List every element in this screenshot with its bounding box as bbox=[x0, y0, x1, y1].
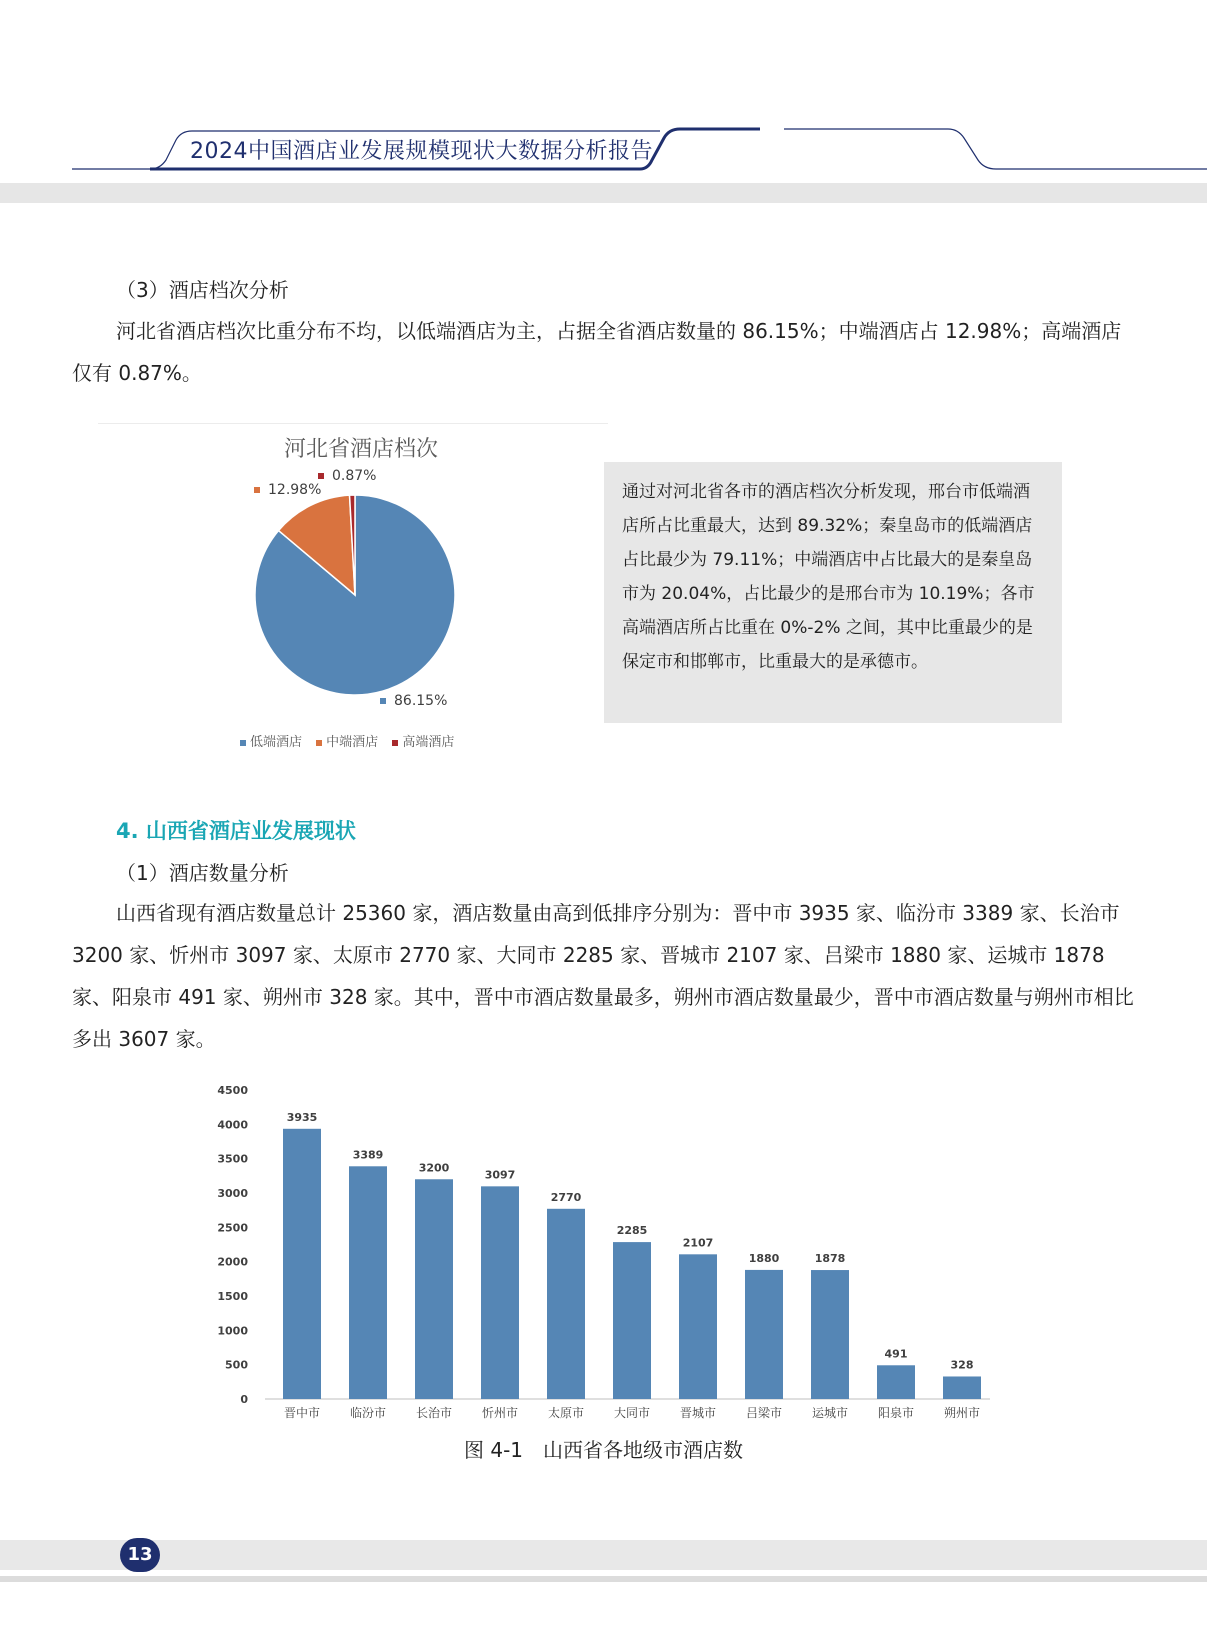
bar bbox=[547, 1209, 585, 1399]
bar bbox=[745, 1270, 783, 1399]
bar-data-label: 491 bbox=[884, 1347, 908, 1361]
y-tick-label: 0 bbox=[240, 1393, 248, 1406]
footer-band bbox=[0, 1540, 1207, 1570]
bar bbox=[613, 1242, 651, 1399]
pie-chart bbox=[240, 480, 470, 710]
legend-item-mid: 中端酒店 bbox=[316, 731, 378, 750]
bar bbox=[679, 1254, 717, 1399]
bar-data-label: 3200 bbox=[418, 1161, 450, 1175]
x-tick-label: 太原市 bbox=[547, 1406, 585, 1420]
legend-item-high: 高端酒店 bbox=[392, 731, 454, 750]
analysis-note-box: 通过对河北省各市的酒店档次分析发现，邢台市低端酒店所占比重最大，达到 89.32%；秦皇岛市的低端酒店占比最少为 79.11%；中端酒店中占比最大的是秦皇岛市为 20.04%，占比最少的是邢台市为 10.19%；各市高端酒店所占比重在 0%-2% 之间，其中比重最少的是保定市和邯郸市，比重最大的是承德市。 bbox=[604, 462, 1062, 723]
bar bbox=[349, 1166, 387, 1399]
bar-data-label: 3935 bbox=[286, 1110, 318, 1124]
bar-data-label: 2107 bbox=[682, 1236, 714, 1250]
x-tick-label: 临汾市 bbox=[349, 1406, 387, 1420]
x-tick-label: 吕梁市 bbox=[745, 1406, 783, 1420]
paragraph-grade-analysis: 河北省酒店档次比重分布不均，以低端酒店为主，占据全省酒店数量的 86.15%；中端酒店占 12.98%；高端酒店仅有 0.87%。 bbox=[72, 319, 1122, 385]
y-tick-label: 3500 bbox=[217, 1152, 248, 1166]
x-tick-label: 阳泉市 bbox=[877, 1406, 915, 1420]
y-tick-label: 500 bbox=[225, 1358, 248, 1372]
y-tick-label: 1500 bbox=[217, 1290, 248, 1303]
x-tick-label: 朔州市 bbox=[943, 1406, 981, 1420]
figure-caption: 图 4-1 山西省各地级市酒店数 bbox=[463, 1438, 744, 1462]
header-band bbox=[0, 183, 1207, 203]
subsection-title-count: （1）酒店数量分析 bbox=[116, 861, 289, 885]
bar bbox=[877, 1365, 915, 1399]
footer-line bbox=[0, 1576, 1207, 1582]
paragraph-count-analysis: 山西省现有酒店数量总计 25360 家，酒店数量由高到低排序分别为：晋中市 3935 家、临汾市 3389 家、长治市 3200 家、忻州市 3097 家、太原市 2770 家、大同市 2285 家、晋城市 2107 家、吕梁市 1880 家、运城市 1878 家、阳泉市 491 家、朔州市 328 家。其中，晋中市酒店数量最多，朔州市酒店数量最少，晋中市酒店数量与朔州市相比多出 3607 家。 bbox=[72, 901, 1134, 1051]
y-tick-label: 2500 bbox=[217, 1221, 248, 1235]
y-tick-label: 4000 bbox=[217, 1118, 248, 1132]
y-tick-label: 1000 bbox=[217, 1324, 248, 1338]
x-tick-label: 晋城市 bbox=[679, 1406, 717, 1420]
header-title: 2024中国酒店业发展规模现状大数据分析报告 bbox=[190, 139, 653, 164]
bar bbox=[481, 1186, 519, 1399]
bar-data-label: 3389 bbox=[352, 1148, 384, 1162]
y-tick-label: 2000 bbox=[217, 1255, 248, 1269]
x-tick-label: 长治市 bbox=[415, 1406, 453, 1420]
bar-data-label: 2770 bbox=[550, 1190, 582, 1204]
x-tick-label: 晋中市 bbox=[283, 1406, 321, 1420]
bar-data-label: 328 bbox=[950, 1358, 974, 1372]
pie-label-low: 86.15% bbox=[380, 693, 447, 709]
header-decoration bbox=[0, 0, 1207, 200]
page-number: 13 bbox=[120, 1538, 160, 1572]
x-tick-label: 忻州市 bbox=[481, 1406, 519, 1420]
bar bbox=[415, 1179, 453, 1399]
pie-label-mid: 12.98% bbox=[254, 482, 321, 498]
pie-label-high: 0.87% bbox=[318, 468, 376, 484]
x-tick-label: 大同市 bbox=[613, 1406, 651, 1420]
subsection-title-grade: （3）酒店档次分析 bbox=[116, 278, 289, 302]
y-tick-label: 3000 bbox=[217, 1187, 248, 1200]
bar-data-label: 3097 bbox=[484, 1168, 516, 1182]
bar bbox=[811, 1270, 849, 1399]
bar-data-label: 1878 bbox=[814, 1252, 846, 1266]
x-tick-label: 运城市 bbox=[811, 1406, 849, 1420]
bar-data-label: 2285 bbox=[616, 1224, 648, 1238]
pie-top-rule bbox=[98, 423, 608, 424]
y-tick-label: 4500 bbox=[217, 1084, 248, 1097]
pie-legend bbox=[240, 731, 464, 750]
section-heading-shanxi: 4. 山西省酒店业发展现状 bbox=[116, 819, 356, 843]
bar-chart bbox=[210, 1075, 1010, 1425]
legend-item-low: 低端酒店 bbox=[240, 731, 302, 750]
pie-title: 河北省酒店档次 bbox=[284, 437, 439, 462]
bar-data-label: 1880 bbox=[748, 1251, 780, 1265]
bar bbox=[943, 1376, 981, 1399]
bar bbox=[283, 1129, 321, 1399]
